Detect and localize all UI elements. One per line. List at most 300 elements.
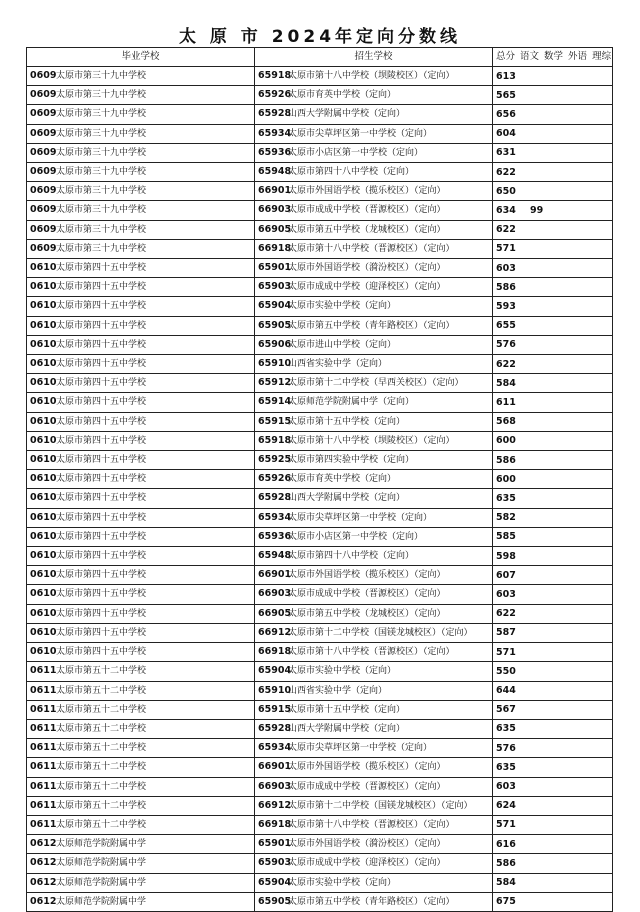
graduation-school-name: 太原市第五十二中学校 [56, 819, 147, 830]
enrolling-code: 65928 [258, 722, 292, 734]
table-row [27, 854, 613, 873]
table-row [27, 124, 613, 143]
total-score: 624 [496, 800, 516, 812]
graduation-school-name: 太原市第四十五中学校 [56, 627, 147, 638]
table-row [27, 892, 613, 911]
graduation-code: 0610 [30, 415, 57, 427]
table-row [27, 777, 613, 796]
enrolling-code: 66912 [258, 799, 292, 811]
header-graduation-school: 毕业学校 [27, 48, 255, 67]
table-row [27, 335, 613, 354]
enrolling-school-name: 太原市实验中学校（定向） [288, 666, 397, 677]
graduation-school-cell [27, 259, 255, 278]
total-score: 631 [496, 147, 516, 159]
enrolling-school-name: 太原市成成中学校（晋源校区）（定向） [288, 205, 446, 216]
score-cell [493, 835, 613, 854]
enrolling-school-name: 山西大学附属中学校（定向） [288, 723, 406, 734]
enrolling-school-name: 太原市第五中学校（青年路校区）（定向） [288, 320, 455, 331]
enrolling-school-name: 太原市成成中学校（迎泽校区）（定向） [288, 282, 446, 293]
total-score: 635 [496, 492, 516, 504]
graduation-school-cell [27, 508, 255, 527]
score-cell [493, 681, 613, 700]
graduation-school-name: 太原市第三十九中学校 [56, 224, 147, 235]
graduation-school-cell [27, 892, 255, 911]
graduation-school-name: 太原市第四十五中学校 [56, 282, 147, 293]
graduation-school-cell [27, 86, 255, 105]
total-score: 675 [496, 896, 516, 908]
graduation-school-name: 太原师范学院附属中学 [56, 839, 147, 850]
enrolling-school-name: 太原市第四实验中学校（定向） [288, 455, 415, 466]
total-score: 571 [496, 243, 516, 255]
enrolling-school-name: 太原市第十八中学校（晋源校区）（定向） [288, 243, 455, 254]
table-row [27, 431, 613, 450]
graduation-code: 0610 [30, 434, 57, 446]
total-score: 635 [496, 761, 516, 773]
enrolling-school-cell [255, 489, 493, 508]
graduation-code: 0610 [30, 626, 57, 638]
total-score: 634 [496, 204, 516, 216]
enrolling-school-cell [255, 623, 493, 642]
graduation-school-cell [27, 815, 255, 834]
table-row [27, 489, 613, 508]
graduation-code: 0610 [30, 338, 57, 350]
enrolling-school-cell [255, 316, 493, 335]
total-score: 603 [496, 781, 516, 793]
graduation-school-name: 太原市第三十九中学校 [56, 128, 147, 139]
enrolling-school-name: 太原市第十五中学校（定向） [288, 416, 406, 427]
graduation-school-cell [27, 451, 255, 470]
graduation-school-cell [27, 201, 255, 220]
header-chinese: 语文 [520, 51, 540, 63]
table-row [27, 835, 613, 854]
graduation-code: 0611 [30, 761, 57, 773]
graduation-school-name: 太原市第五十二中学校 [56, 666, 147, 677]
score-cell [493, 143, 613, 162]
table-row [27, 316, 613, 335]
enrolling-school-name: 太原市实验中学校（定向） [288, 301, 397, 312]
table-row [27, 623, 613, 642]
table-row [27, 220, 613, 239]
graduation-school-name: 太原市第四十五中学校 [56, 493, 147, 504]
enrolling-school-cell [255, 220, 493, 239]
graduation-school-name: 太原市第四十五中学校 [56, 301, 147, 312]
score-cell [493, 739, 613, 758]
enrolling-school-name: 太原市成成中学校（晋源校区）（定向） [288, 781, 446, 792]
enrolling-code: 65905 [258, 319, 292, 331]
graduation-school-name: 太原市第五十二中学校 [56, 743, 147, 754]
enrolling-code: 65928 [258, 108, 292, 120]
enrolling-school-cell [255, 777, 493, 796]
enrolling-code: 66901 [258, 569, 292, 581]
table-row [27, 163, 613, 182]
enrolling-school-name: 太原市第十八中学校（晋源校区）（定向） [288, 647, 455, 658]
enrolling-school-cell [255, 201, 493, 220]
total-score: 586 [496, 454, 516, 466]
enrolling-school-cell [255, 854, 493, 873]
score-cell [493, 278, 613, 297]
table-row [27, 67, 613, 86]
enrolling-school-cell [255, 393, 493, 412]
graduation-school-name: 太原市第五十二中学校 [56, 762, 147, 773]
enrolling-school-cell [255, 566, 493, 585]
graduation-code: 0609 [30, 204, 57, 216]
graduation-code: 0609 [30, 146, 57, 158]
graduation-school-cell [27, 470, 255, 489]
graduation-code: 0609 [30, 223, 57, 235]
enrolling-school-cell [255, 259, 493, 278]
graduation-school-name: 太原市第四十五中学校 [56, 608, 147, 619]
total-score: 603 [496, 262, 516, 274]
total-score: 622 [496, 358, 516, 370]
enrolling-school-cell [255, 585, 493, 604]
enrolling-code: 65905 [258, 895, 292, 907]
enrolling-code: 65903 [258, 281, 292, 293]
graduation-code: 0609 [30, 166, 57, 178]
score-cell [493, 201, 613, 220]
enrolling-code: 65904 [258, 665, 292, 677]
header-foreign-language: 外语 [568, 51, 588, 63]
graduation-school-cell [27, 623, 255, 642]
enrolling-code: 65934 [258, 511, 292, 523]
enrolling-school-name: 太原市第四十八中学校（定向） [288, 167, 415, 178]
enrolling-school-cell [255, 892, 493, 911]
total-score: 567 [496, 704, 516, 716]
enrolling-code: 65904 [258, 300, 292, 312]
score-cell [493, 297, 613, 316]
graduation-school-cell [27, 585, 255, 604]
total-score: 593 [496, 300, 516, 312]
enrolling-school-cell [255, 873, 493, 892]
score-cell [493, 374, 613, 393]
graduation-code: 0609 [30, 185, 57, 197]
graduation-school-cell [27, 355, 255, 374]
score-table [26, 47, 613, 912]
graduation-code: 0610 [30, 530, 57, 542]
graduation-school-name: 太原市第三十九中学校 [56, 205, 147, 216]
enrolling-code: 65928 [258, 492, 292, 504]
graduation-school-cell [27, 527, 255, 546]
score-cell [493, 796, 613, 815]
graduation-code: 0612 [30, 857, 57, 869]
graduation-school-cell [27, 297, 255, 316]
table-row [27, 278, 613, 297]
graduation-code: 0610 [30, 607, 57, 619]
graduation-school-cell [27, 124, 255, 143]
total-score: 568 [496, 416, 516, 428]
graduation-code: 0610 [30, 377, 57, 389]
graduation-school-cell [27, 758, 255, 777]
graduation-school-cell [27, 643, 255, 662]
score-cell [493, 777, 613, 796]
enrolling-code: 65910 [258, 684, 292, 696]
table-row [27, 143, 613, 162]
enrolling-school-name: 太原市外国语学校（揽乐校区）（定向） [288, 186, 446, 197]
score-cell [493, 700, 613, 719]
score-cell [493, 892, 613, 911]
enrolling-school-cell [255, 815, 493, 834]
enrolling-school-cell [255, 355, 493, 374]
table-row [27, 393, 613, 412]
enrolling-code: 66901 [258, 185, 292, 197]
graduation-school-name: 太原市第五十二中学校 [56, 781, 147, 792]
total-score: 585 [496, 531, 516, 543]
graduation-school-cell [27, 239, 255, 258]
graduation-school-name: 太原市第四十五中学校 [56, 416, 147, 427]
graduation-school-cell [27, 393, 255, 412]
enrolling-code: 65903 [258, 857, 292, 869]
graduation-school-name: 太原市第四十五中学校 [56, 263, 147, 274]
graduation-school-name: 太原市第五十二中学校 [56, 723, 147, 734]
graduation-school-cell [27, 700, 255, 719]
graduation-school-name: 太原市第四十五中学校 [56, 397, 147, 408]
graduation-school-name: 太原市第三十九中学校 [56, 243, 147, 254]
enrolling-school-name: 太原市成成中学校（晋源校区）（定向） [288, 589, 446, 600]
total-score: 584 [496, 377, 516, 389]
enrolling-code: 65915 [258, 415, 292, 427]
table-row [27, 470, 613, 489]
enrolling-code: 65910 [258, 358, 292, 370]
graduation-code: 0612 [30, 876, 57, 888]
header-science: 理综 [592, 51, 612, 63]
enrolling-school-name: 太原市小店区第一中学校（定向） [288, 531, 424, 542]
graduation-school-cell [27, 873, 255, 892]
graduation-school-name: 太原师范学院附属中学 [56, 896, 147, 907]
enrolling-school-name: 山西大学附属中学校（定向） [288, 493, 406, 504]
graduation-school-cell [27, 547, 255, 566]
score-cell [493, 623, 613, 642]
enrolling-school-cell [255, 796, 493, 815]
score-cell [493, 335, 613, 354]
score-cell [493, 220, 613, 239]
enrolling-school-cell [255, 739, 493, 758]
score-cell [493, 873, 613, 892]
enrolling-code: 66903 [258, 588, 292, 600]
enrolling-school-cell [255, 182, 493, 201]
graduation-code: 0609 [30, 89, 57, 101]
total-score: 607 [496, 569, 516, 581]
chinese-score: 99 [530, 204, 544, 216]
table-row [27, 662, 613, 681]
enrolling-school-name: 太原市外国语学校（漪汾校区）（定向） [288, 263, 446, 274]
total-score: 576 [496, 742, 516, 754]
table-row [27, 297, 613, 316]
enrolling-school-name: 太原市第十八中学校（坝陵校区）（定向） [288, 71, 455, 81]
graduation-school-cell [27, 739, 255, 758]
graduation-code: 0611 [30, 722, 57, 734]
graduation-school-cell [27, 374, 255, 393]
table-header-row [27, 48, 613, 67]
total-score: 650 [496, 185, 516, 197]
enrolling-code: 65906 [258, 338, 292, 350]
graduation-school-cell [27, 662, 255, 681]
graduation-code: 0610 [30, 454, 57, 466]
graduation-code: 0610 [30, 473, 57, 485]
table-row [27, 527, 613, 546]
enrolling-school-cell [255, 105, 493, 124]
total-score: 576 [496, 339, 516, 351]
score-cell [493, 585, 613, 604]
enrolling-school-name: 太原市第五中学校（龙城校区）（定向） [288, 224, 446, 235]
table-row [27, 585, 613, 604]
graduation-code: 0610 [30, 646, 57, 658]
enrolling-school-name: 太原市成成中学校（迎泽校区）（定向） [288, 858, 446, 869]
total-score: 586 [496, 281, 516, 293]
graduation-school-cell [27, 681, 255, 700]
enrolling-school-cell [255, 835, 493, 854]
graduation-code: 0610 [30, 300, 57, 312]
enrolling-school-cell [255, 470, 493, 489]
graduation-school-name: 太原市第四十五中学校 [56, 551, 147, 562]
enrolling-code: 65934 [258, 127, 292, 139]
enrolling-school-cell [255, 547, 493, 566]
score-cell [493, 470, 613, 489]
graduation-school-name: 太原市第四十五中学校 [56, 531, 147, 542]
graduation-code: 0609 [30, 108, 57, 120]
graduation-school-name: 太原市第三十九中学校 [56, 90, 147, 101]
graduation-code: 0610 [30, 588, 57, 600]
total-score: 616 [496, 838, 516, 850]
enrolling-school-name: 山西省实验中学（定向） [288, 685, 388, 696]
table-row [27, 700, 613, 719]
total-score: 656 [496, 108, 516, 120]
enrolling-code: 65901 [258, 838, 292, 850]
enrolling-code: 65925 [258, 454, 292, 466]
enrolling-code: 65936 [258, 530, 292, 542]
enrolling-school-cell [255, 431, 493, 450]
graduation-code: 0611 [30, 780, 57, 792]
graduation-code: 0611 [30, 799, 57, 811]
table-row [27, 566, 613, 585]
score-cell [493, 643, 613, 662]
enrolling-school-name: 太原市尖草坪区第一中学校（定向） [288, 128, 433, 139]
table-row [27, 374, 613, 393]
score-cell [493, 604, 613, 623]
graduation-school-cell [27, 835, 255, 854]
table-row [27, 86, 613, 105]
score-cell [493, 758, 613, 777]
graduation-school-cell [27, 566, 255, 585]
graduation-school-name: 太原市第三十九中学校 [56, 167, 147, 178]
table-row [27, 547, 613, 566]
score-cell [493, 451, 613, 470]
graduation-code: 0611 [30, 684, 57, 696]
score-cell [493, 431, 613, 450]
table-row [27, 643, 613, 662]
score-cell [493, 508, 613, 527]
total-score: 611 [496, 396, 516, 408]
graduation-school-cell [27, 796, 255, 815]
enrolling-school-cell [255, 508, 493, 527]
total-score: 550 [496, 665, 516, 677]
graduation-school-name: 太原市第四十五中学校 [56, 320, 147, 331]
enrolling-school-cell [255, 412, 493, 431]
score-cell [493, 854, 613, 873]
enrolling-code: 65915 [258, 703, 292, 715]
enrolling-school-cell [255, 681, 493, 700]
table-row [27, 873, 613, 892]
graduation-code: 0610 [30, 569, 57, 581]
score-cell [493, 412, 613, 431]
enrolling-code: 65914 [258, 396, 292, 408]
graduation-code: 0612 [30, 895, 57, 907]
enrolling-school-cell [255, 719, 493, 738]
total-score: 600 [496, 473, 516, 485]
graduation-code: 0611 [30, 665, 57, 677]
enrolling-school-name: 太原市尖草坪区第一中学校（定向） [288, 512, 433, 523]
enrolling-code: 65901 [258, 262, 292, 274]
graduation-code: 0610 [30, 319, 57, 331]
total-score: 622 [496, 166, 516, 178]
table-body [27, 67, 613, 912]
total-score: 603 [496, 588, 516, 600]
score-cell [493, 662, 613, 681]
enrolling-school-cell [255, 163, 493, 182]
score-cell [493, 815, 613, 834]
enrolling-code: 65948 [258, 550, 292, 562]
enrolling-school-name: 太原市第十二中学校（早西关校区）（定向） [288, 378, 464, 389]
graduation-school-name: 太原市第四十五中学校 [56, 570, 147, 581]
score-cell [493, 547, 613, 566]
graduation-code: 0609 [30, 242, 57, 254]
score-cell [493, 105, 613, 124]
graduation-school-name: 太原市第四十五中学校 [56, 474, 147, 485]
graduation-school-cell [27, 412, 255, 431]
enrolling-school-name: 太原市第五中学校（青年路校区）（定向） [288, 896, 455, 907]
graduation-school-cell [27, 316, 255, 335]
table-row [27, 719, 613, 738]
graduation-school-cell [27, 719, 255, 738]
enrolling-school-cell [255, 335, 493, 354]
enrolling-school-name: 太原市小店区第一中学校（定向） [288, 147, 424, 158]
enrolling-code: 66905 [258, 607, 292, 619]
enrolling-code: 66918 [258, 646, 292, 658]
graduation-school-name: 太原师范学院附属中学 [56, 858, 147, 869]
graduation-school-name: 太原市第四十五中学校 [56, 647, 147, 658]
enrolling-school-cell [255, 758, 493, 777]
enrolling-school-name: 太原市第十二中学校（国镁龙城校区）（定向） [288, 800, 473, 811]
graduation-code: 0610 [30, 550, 57, 562]
score-cell [493, 527, 613, 546]
graduation-school-cell [27, 854, 255, 873]
graduation-school-name: 太原市第三十九中学校 [56, 71, 147, 81]
enrolling-code: 65926 [258, 473, 292, 485]
enrolling-code: 65904 [258, 876, 292, 888]
graduation-school-name: 太原市第四十五中学校 [56, 378, 147, 389]
table-row [27, 451, 613, 470]
graduation-school-cell [27, 143, 255, 162]
graduation-school-cell [27, 335, 255, 354]
graduation-school-name: 太原市第五十二中学校 [56, 704, 147, 715]
table-row [27, 681, 613, 700]
enrolling-school-name: 太原市第十八中学校（坝陵校区）（定向） [288, 435, 455, 446]
graduation-school-cell [27, 278, 255, 297]
total-score: 635 [496, 723, 516, 735]
score-cell [493, 489, 613, 508]
graduation-code: 0610 [30, 511, 57, 523]
graduation-code: 0611 [30, 818, 57, 830]
total-score: 565 [496, 89, 516, 101]
enrolling-school-name: 太原市尖草坪区第一中学校（定向） [288, 743, 433, 754]
total-score: 587 [496, 627, 516, 639]
header-enrolling-school: 招生学校 [255, 48, 493, 67]
table-row [27, 239, 613, 258]
enrolling-school-name: 太原市外国语学校（揽乐校区）（定向） [288, 762, 446, 773]
graduation-code: 0610 [30, 358, 57, 370]
score-cell [493, 182, 613, 201]
header-math: 数学 [544, 51, 564, 63]
table-row [27, 182, 613, 201]
table-row [27, 758, 613, 777]
